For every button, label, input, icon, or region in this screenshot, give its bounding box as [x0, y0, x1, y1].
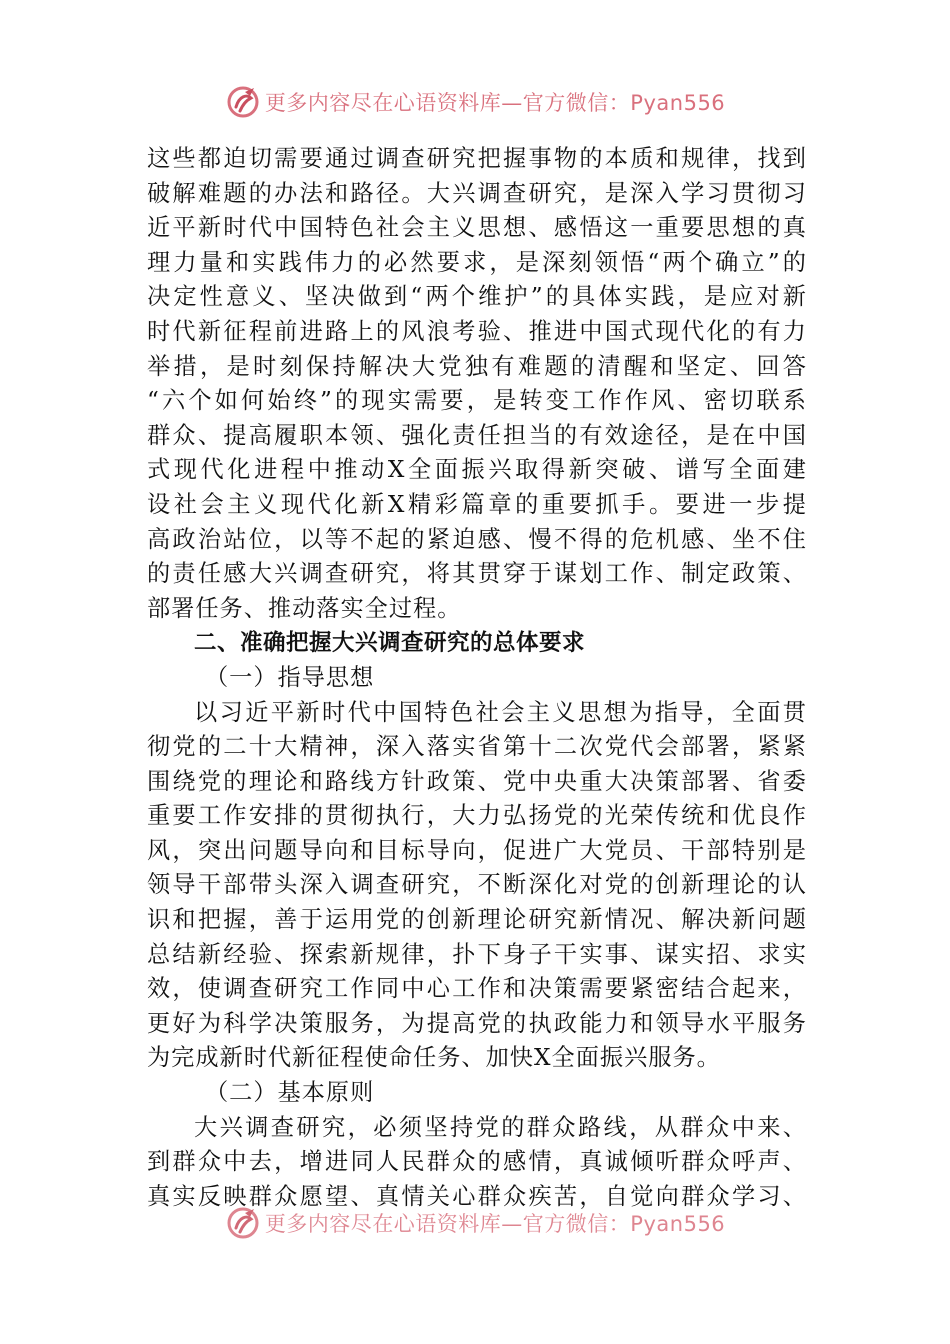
text-line: 风，突出问题导向和目标导向，促进广大党员、干部特别是 [147, 836, 807, 864]
text-line: 高政治站位，以等不起的紧迫感、慢不得的危机感、坐不住 [147, 525, 807, 553]
text-line: 为完成新时代新征程使命任务、加快X全面振兴服务。 [147, 1044, 721, 1072]
subsection-heading: （一）指导思想 [205, 663, 375, 691]
text-line: 重要工作安排的贯彻执行，大力弘扬党的光荣传统和优良作 [147, 802, 807, 830]
text-line: 效，使调查研究工作同中心工作和决策需要紧密结合起来， [147, 975, 807, 1003]
text-line: 决定性意义、坚决做到“两个维护”的具体实践，是应对新 [147, 283, 807, 311]
text-line: 式现代化进程中推动X全面振兴取得新突破、谱写全面建 [147, 456, 807, 484]
text-line: 围绕党的理论和路线方针政策、党中央重大决策部署、省委 [147, 767, 807, 795]
text-line: 以习近平新时代中国特色社会主义思想为指导，全面贯 [194, 698, 807, 726]
text-line: 领导干部带头深入调查研究，不断深化对党的创新理论的认 [147, 871, 807, 899]
text-line: 举措，是时刻保持解决大党独有难题的清醒和坚定、回答 [147, 352, 807, 380]
text-line: 近平新时代中国特色社会主义思想、感悟这一重要思想的真 [147, 214, 807, 242]
text-line: 部署任务、推动落实全过程。 [147, 594, 462, 622]
brand-logo-icon [225, 1205, 261, 1241]
watermark-footer [0, 1203, 950, 1243]
text-line: 破解难题的办法和路径。大兴调查研究，是深入学习贯彻习 [147, 179, 807, 207]
text-line: 时代新征程前进路上的风浪考验、推进中国式现代化的有力 [147, 317, 807, 345]
text-line: 总结新经验、探索新规律，扑下身子干实事、谋实招、求实 [147, 940, 807, 968]
watermark-footer-text: 更多内容尽在心语资料库—官方微信：Pyan556 [264, 1212, 726, 1236]
text-line: 的责任感大兴调查研究，将其贯穿于谋划工作、制定政策、 [147, 560, 807, 588]
watermark-header-text: 更多内容尽在心语资料库—官方微信：Pyan556 [264, 91, 726, 115]
text-line: 大兴调查研究，必须坚持党的群众路线，从群众中来、 [194, 1113, 807, 1141]
text-line: 理力量和实践伟力的必然要求，是深刻领悟“两个确立”的 [147, 248, 807, 276]
text-line: 真实反映群众愿望、真情关心群众疾苦，自觉向群众学习、 [147, 1182, 807, 1210]
text-line: “六个如何始终”的现实需要，是转变工作作风、密切联系 [147, 387, 807, 415]
brand-logo-icon [225, 84, 261, 120]
text-line: 这些都迫切需要通过调查研究把握事物的本质和规律，找到 [147, 145, 807, 172]
text-line: 彻党的二十大精神，深入落实省第十二次党代会部署，紧紧 [147, 733, 807, 761]
text-line: 更好为科学决策服务，为提高党的执政能力和领导水平服务 [147, 1009, 807, 1037]
subsection-heading: （二）基本原则 [205, 1079, 375, 1107]
watermark-header [0, 82, 950, 122]
text-line: 到群众中去，增进同人民群众的感情，真诚倾听群众呼声、 [147, 1148, 807, 1176]
text-line: 识和把握，善于运用党的创新理论研究新情况、解决新问题 [147, 906, 807, 934]
text-line: 设社会主义现代化新X精彩篇章的重要抓手。要进一步提 [147, 490, 807, 518]
section-heading: 二、准确把握大兴调查研究的总体要求 [194, 630, 586, 657]
document-body [147, 142, 807, 1214]
text-line: 群众、提高履职本领、强化责任担当的有效途径，是在中国 [147, 421, 807, 449]
